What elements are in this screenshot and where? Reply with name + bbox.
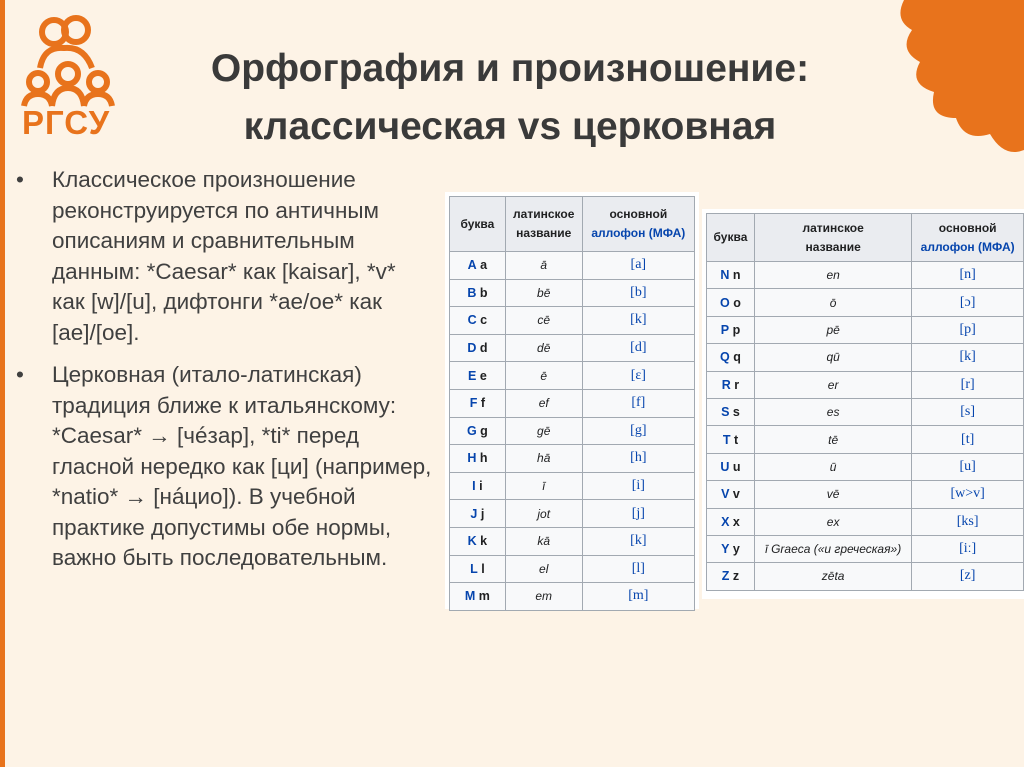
ipa-cell[interactable]: [t] [912,426,1024,453]
letter-lower: f [480,396,486,411]
latin-name-cell: hā [505,445,582,473]
table-row [450,555,695,583]
ipa-cell[interactable]: [ɛ] [582,362,694,390]
letter-upper-link[interactable]: P [720,322,730,337]
letter-upper-link[interactable]: O [720,295,730,310]
table-row [707,535,1024,562]
letter-cell [450,583,506,611]
ipa-link[interactable]: (МФА) [978,239,1015,254]
table-row [450,445,695,473]
table-row [707,316,1024,343]
ipa-cell[interactable]: [h] [582,445,694,473]
bullet-item [14,360,434,574]
letter-lower: b [479,285,488,300]
ipa-cell[interactable]: [iː] [912,535,1024,562]
title-line-2: классическая vs церковная [243,105,777,148]
letter-upper-link[interactable]: K [467,534,477,549]
letter-lower: c [480,313,488,328]
bullet-dot: • [16,167,24,192]
bullet-dot: • [16,362,24,387]
letter-upper-link[interactable]: Z [721,569,730,584]
letter-cell [707,316,755,343]
ipa-cell[interactable]: [r] [912,371,1024,398]
table-row [707,508,1024,535]
table-row [450,334,695,362]
bullet-text: Классическое произношение реконструируется по античным описаниям и сравнительным данным: *Caesar* как [kaisar], *v* как [w]/[u], дифтонги *ae/oe* как [ae]/[oe]. [52,167,396,345]
latin-name-cell: ē [505,362,582,390]
letter-cell [707,535,755,562]
letter-upper-link[interactable]: A [467,258,477,273]
table-row [707,289,1024,316]
allophone-link[interactable]: аллофон [920,239,975,254]
table-row [707,453,1024,480]
letter-cell [450,417,506,445]
table-row [450,389,695,417]
latin-name-cell: gē [505,417,582,445]
alphabet-table-a-m [449,196,695,611]
letter-upper-link[interactable]: H [467,451,477,466]
header-name: латинское название [505,197,582,252]
header-name: латинское название [754,214,911,262]
latin-name-cell: ex [754,508,911,535]
latin-name-cell: em [505,583,582,611]
header-letter: буква [450,197,506,252]
letter-upper-link[interactable]: J [470,506,478,521]
ipa-cell[interactable]: [m] [582,583,694,611]
letter-cell [450,362,506,390]
header-letter: буква [707,214,755,262]
latin-name-cell: dē [505,334,582,362]
latin-name-cell: vē [754,481,911,508]
letter-upper-link[interactable]: F [469,396,478,411]
letter-upper-link[interactable]: D [467,341,477,356]
ipa-cell[interactable]: [k] [912,344,1024,371]
latin-name-cell: zēta [754,563,911,590]
header-ipa: основной аллофон (МФА) [912,214,1024,262]
letter-lower: y [732,542,740,557]
letter-lower: x [732,514,740,529]
letter-cell [450,555,506,583]
logo-text: РГСУ [22,104,111,141]
letter-upper-link[interactable]: U [720,459,730,474]
letter-upper-link[interactable]: X [721,514,730,529]
latin-name-cell: en [754,262,911,289]
ipa-cell[interactable]: [n] [912,262,1024,289]
letter-lower: j [480,506,485,521]
ipa-cell[interactable]: [k] [582,307,694,335]
letter-upper-link[interactable]: C [467,313,477,328]
table-row [707,563,1024,590]
latin-name-cell: cē [505,307,582,335]
table-row [450,362,695,390]
letter-lower: z [732,569,740,584]
letter-lower: g [480,423,488,438]
table-row [450,472,695,500]
latin-name-cell: qū [754,344,911,371]
letter-upper-link[interactable]: B [467,285,477,300]
alphabet-table-n-z [706,213,1024,591]
ipa-cell[interactable]: [i] [582,472,694,500]
letter-upper-link[interactable]: V [721,487,730,502]
letter-cell [707,563,755,590]
letter-cell [707,398,755,425]
letter-lower: e [479,368,487,383]
letter-lower: s [732,405,740,420]
letter-upper-link[interactable]: I [472,479,476,494]
ipa-cell[interactable]: [l] [582,555,694,583]
table-row [450,252,695,280]
title-line-1: Орфография и произношение: [210,47,810,90]
table-row [707,344,1024,371]
letter-upper-link[interactable]: E [468,368,477,383]
allophone-link[interactable]: аллофон [591,226,646,240]
table-row [450,583,695,611]
latin-name-cell: el [505,555,582,583]
table-row [450,527,695,555]
latin-name-cell: jot [505,500,582,528]
table-row [707,371,1024,398]
letter-lower: t [733,432,739,447]
letter-lower: i [479,479,483,494]
table-row [707,481,1024,508]
table-row [450,500,695,528]
ipa-cell[interactable]: [k] [582,527,694,555]
letter-lower: h [479,451,488,466]
bullet-item [14,165,434,348]
letter-cell [450,334,506,362]
letter-lower: a [480,258,488,273]
letter-cell [450,307,506,335]
letter-lower: q [733,350,741,365]
ipa-cell[interactable]: [j] [582,500,694,528]
ipa-cell[interactable]: [w>v] [912,481,1024,508]
latin-name-cell: ī [505,472,582,500]
letter-lower: u [732,459,741,474]
ipa-cell[interactable]: [f] [582,389,694,417]
bullet-list [14,165,434,586]
table-row [450,307,695,335]
table-row [450,417,695,445]
letter-lower: r [734,377,740,392]
ipa-cell[interactable]: [ks] [912,508,1024,535]
accent-edge [0,0,5,767]
ipa-cell[interactable]: [b] [582,279,694,307]
letter-lower: n [732,268,741,283]
letter-upper-link[interactable]: Y [721,542,730,557]
latin-name-cell: er [754,371,911,398]
latin-name-cell: es [754,398,911,425]
letter-cell [707,262,755,289]
letter-cell [707,371,755,398]
decorative-blob [894,0,1024,160]
letter-cell [707,426,755,453]
letter-cell [450,389,506,417]
ipa-cell[interactable]: [a] [582,252,694,280]
ipa-link[interactable]: (МФА) [648,226,686,240]
latin-name-cell: kā [505,527,582,555]
latin-name-cell: pē [754,316,911,343]
letter-upper-link[interactable]: G [466,423,477,438]
latin-name-cell: ī Graeca («и греческая») [754,535,911,562]
table-row [450,279,695,307]
bullet-text: Церковная (итало-латинская) традиция ближе к итальянскому: *Caesar* → [чéзар], *ti* перед гласной нередко как [ци] (например, *natio* → [нáцио]). В учебной практике допустимы обе нормы, важно быть последовательным. [52,362,432,570]
letter-upper-link[interactable]: L [470,561,478,576]
letter-lower: v [732,487,740,502]
letter-cell [707,453,755,480]
letter-upper-link[interactable]: M [464,589,476,604]
latin-name-cell: bē [505,279,582,307]
ipa-cell[interactable]: [u] [912,453,1024,480]
ipa-cell[interactable]: [z] [912,563,1024,590]
letter-cell [450,252,506,280]
letter-cell [450,500,506,528]
letter-lower: p [732,322,741,337]
letter-lower: m [478,589,490,604]
slide-title [140,40,880,156]
letter-lower: k [480,534,488,549]
latin-name-cell: tē [754,426,911,453]
letter-upper-link[interactable]: T [722,432,731,447]
letter-cell [707,508,755,535]
letter-upper-link[interactable]: S [721,405,730,420]
letter-upper-link[interactable]: R [721,377,731,392]
letter-upper-link[interactable]: N [720,268,730,283]
letter-lower: d [479,341,488,356]
letter-cell [707,481,755,508]
latin-name-cell: ā [505,252,582,280]
table-row [707,398,1024,425]
ipa-cell[interactable]: [g] [582,417,694,445]
letter-cell [450,527,506,555]
letter-lower: o [733,295,741,310]
letter-upper-link[interactable]: Q [720,350,730,365]
header-ipa: основной аллофон (МФА) [582,197,694,252]
latin-name-cell: ō [754,289,911,316]
table-row [707,262,1024,289]
letter-cell [450,472,506,500]
ipa-cell[interactable]: [ɔ] [912,289,1024,316]
letter-cell [707,289,755,316]
latin-name-cell: ef [505,389,582,417]
letter-lower: l [481,561,485,576]
latin-name-cell: ū [754,453,911,480]
ipa-cell[interactable]: [s] [912,398,1024,425]
table-row [707,426,1024,453]
ipa-cell[interactable]: [p] [912,316,1024,343]
letter-cell [450,279,506,307]
ipa-cell[interactable]: [d] [582,334,694,362]
letter-cell [707,344,755,371]
letter-cell [450,445,506,473]
